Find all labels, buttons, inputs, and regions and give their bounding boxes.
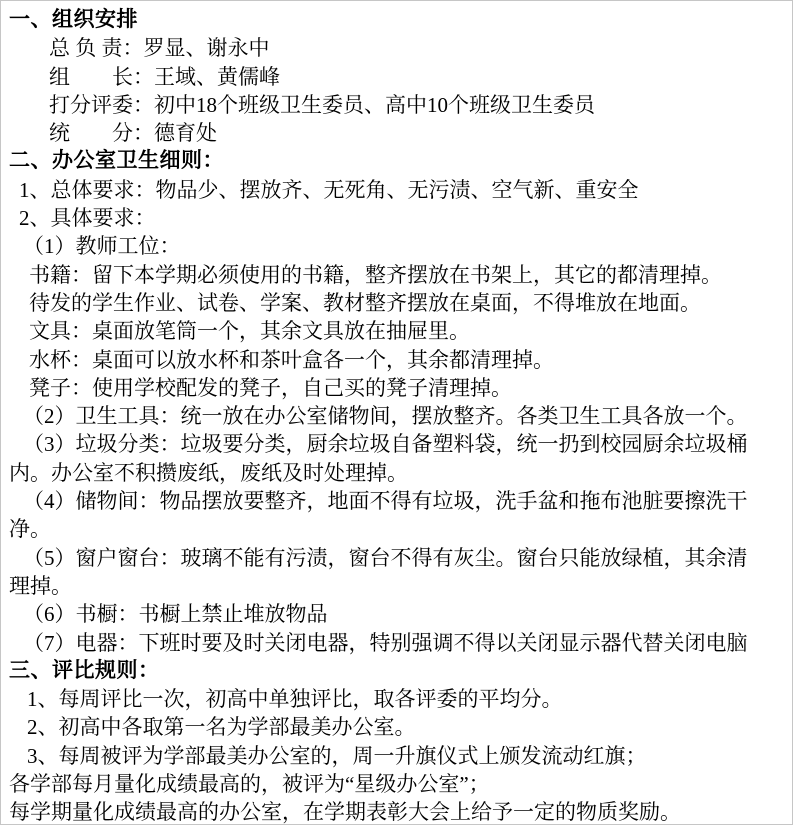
doc-line-stationery: 文具：桌面放笔筒一个，其余文具放在抽屉里。 [29, 319, 470, 344]
doc-line-group-leader: 组 长：王域、黄儒峰 [49, 64, 280, 89]
doc-line-garbage-sorting: （3）垃圾分类：垃圾要分类，厨余垃圾自备塑料袋，统一扔到校园厨余垃圾桶内。办公室不积攒废纸，废纸及时处理掉。 [9, 432, 748, 485]
doc-line-cleaning-tools: （2）卫生工具：统一放在办公室储物间，摆放整齐。各类卫生工具各放一个。 [23, 404, 748, 429]
section-heading-organization: 一、组织安排 [9, 8, 138, 31]
doc-line-specific-requirements: 2、具体要求： [19, 206, 156, 231]
doc-line-general-lead: 总 负 责：罗显、谢永中 [49, 36, 270, 61]
doc-line-overall-requirements: 1、总体要求：物品少、摆放齐、无死角、无污渍、空气新、重安全 [19, 177, 639, 202]
doc-line-windows-sills: （5）窗户窗台：玻璃不能有污渍，窗台不得有灰尘。窗台只能放绿植，其余清理掉。 [9, 545, 748, 598]
doc-line-weekly-evaluation: 1、每周评比一次，初高中单独评比，取各评委的平均分。 [27, 687, 563, 712]
doc-line-red-flag: 3、每周被评为学部最美办公室的，周一升旗仪式上颁发流动红旗； [27, 743, 647, 768]
doc-line-teacher-workstation: （1）教师工位： [23, 234, 181, 259]
doc-line-star-office: 各学部每月量化成绩最高的，被评为“星级办公室”； [9, 772, 490, 797]
section-heading-hygiene-rules: 二、办公室卫生细则： [9, 149, 224, 173]
doc-line-appliances: （7）电器：下班时要及时关闭电器，特别强调不得以关闭显示器代替关闭电脑 [23, 630, 748, 655]
doc-line-homework-materials: 待发的学生作业、试卷、学案、教材整齐摆放在桌面，不得堆放在地面。 [29, 290, 701, 315]
doc-line-scoring-judges: 打分评委：初中18个班级卫生委员、高中10个班级卫生委员 [49, 92, 595, 117]
doc-line-water-cup: 水杯：桌面可以放水杯和茶叶盒各一个，其余都清理掉。 [29, 347, 554, 372]
section-heading-evaluation-rules: 三、评比规则： [9, 658, 160, 682]
doc-line-score-tally: 统 分：德育处 [49, 121, 217, 146]
doc-line-semester-reward: 每学期量化成绩最高的办公室，在学期表彰大会上给予一定的物质奖励。 [9, 800, 681, 825]
doc-line-stool: 凳子：使用学校配发的凳子，自己买的凳子清理掉。 [29, 375, 512, 400]
doc-line-books: 书籍：留下本学期必须使用的书籍，整齐摆放在书架上，其它的都清理掉。 [29, 262, 722, 287]
doc-line-storage-room: （4）储物间：物品摆放要整齐，地面不得有垃圾，洗手盆和拖布池脏要擦洗干净。 [9, 489, 748, 542]
doc-line-bookcase: （6）书橱：书橱上禁止堆放物品 [23, 602, 328, 627]
doc-line-best-office: 2、初高中各取第一名为学部最美办公室。 [27, 715, 416, 740]
